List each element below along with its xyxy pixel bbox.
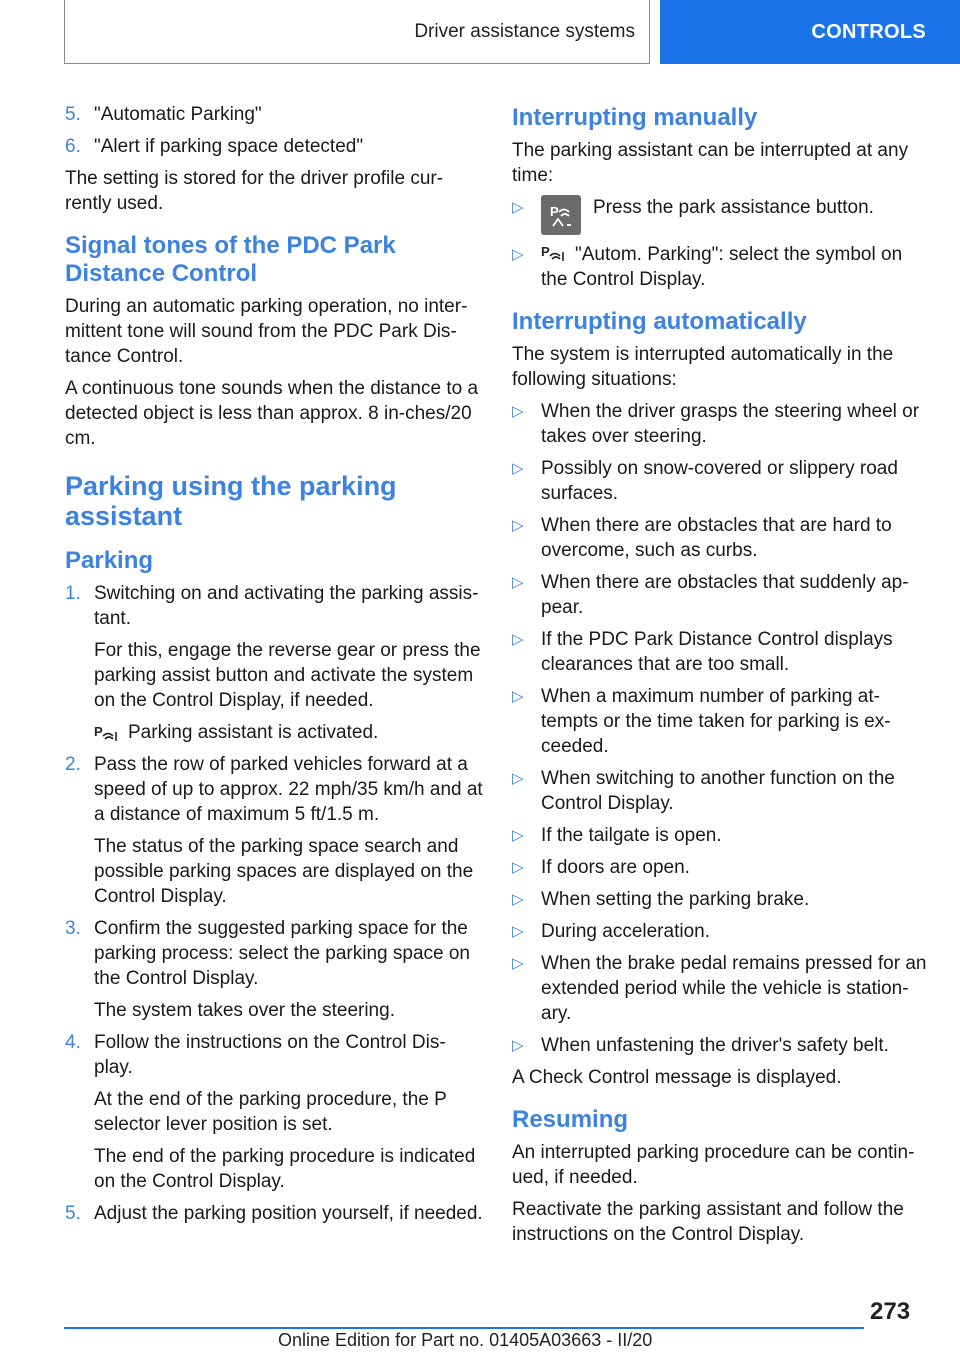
bullet-text: If the PDC Park Distance Control displays clearances that are too small. bbox=[541, 629, 893, 675]
header-section-label: Driver assistance systems bbox=[414, 20, 635, 42]
list-number: 5. bbox=[65, 104, 81, 125]
signal-paragraph-2: A continuous tone sounds when the distance to a detected object is less than approx. 8 in-ches/20 cm. bbox=[65, 378, 479, 449]
bullet-marker: ▷ bbox=[512, 631, 524, 648]
bullet-item bbox=[512, 766, 930, 816]
left-column bbox=[65, 102, 483, 1233]
step-number: 2. bbox=[65, 754, 81, 775]
svg-text:P: P bbox=[94, 723, 103, 739]
bullet-item bbox=[512, 684, 930, 759]
bullet-marker: ▷ bbox=[512, 517, 524, 534]
step-text: The system takes over the steering. bbox=[94, 1000, 395, 1021]
list-item bbox=[65, 102, 483, 127]
bullet-marker: ▷ bbox=[512, 246, 524, 263]
list-number: 6. bbox=[65, 136, 81, 157]
bullet-item bbox=[512, 570, 930, 620]
list-text: "Automatic Parking" bbox=[94, 104, 262, 125]
step-text: At the end of the parking procedure, the P selector lever position is set. bbox=[94, 1089, 447, 1135]
step-number: 3. bbox=[65, 918, 81, 939]
svg-text:P: P bbox=[541, 244, 550, 259]
list-item bbox=[65, 134, 483, 159]
parking-heading: Parking bbox=[65, 547, 154, 574]
bullet-item bbox=[512, 399, 930, 449]
step-item bbox=[65, 752, 483, 909]
bullet-item bbox=[512, 887, 930, 912]
step-text: Pass the row of parked vehicles forward at a speed of up to approx. 22 mph/35 km/h and at a distance of maximum 5 ft/1.5 m. bbox=[94, 754, 483, 825]
bullet-text: When the brake pedal remains pressed for an extended period while the vehicle is station-ary. bbox=[541, 953, 927, 1024]
interrupt-auto-heading: Interrupting automatically bbox=[512, 308, 807, 335]
bullet-item bbox=[512, 951, 930, 1026]
step-number: 4. bbox=[65, 1032, 81, 1053]
setting-note: The setting is stored for the driver profile cur-rently used. bbox=[65, 168, 444, 214]
interrupt-manual-heading: Interrupting manually bbox=[512, 104, 758, 131]
header-tab-controls[interactable] bbox=[660, 0, 960, 64]
bullet-marker: ▷ bbox=[512, 460, 524, 477]
step-text: Switching on and activating the parking assis-tant. bbox=[94, 583, 479, 629]
signal-tones-heading: Signal tones of the PDC Park Distance Control bbox=[65, 232, 396, 287]
bullet-marker: ▷ bbox=[512, 199, 524, 216]
bullet-text: When switching to another function on the Control Display. bbox=[541, 768, 895, 814]
bullet-marker: ▷ bbox=[512, 688, 524, 705]
parking-assistant-icon bbox=[541, 243, 567, 263]
step-text: The end of the parking procedure is indicated on the Control Display. bbox=[94, 1146, 476, 1192]
bullet-text: If doors are open. bbox=[541, 857, 690, 878]
step-text: Adjust the parking position yourself, if needed. bbox=[94, 1203, 483, 1224]
step-icon-line bbox=[94, 720, 483, 745]
list-text: "Alert if parking space detected" bbox=[94, 136, 364, 157]
bullet-text: When a maximum number of parking at-tempts or the time taken for parking is ex-ceeded. bbox=[541, 686, 891, 757]
bullet-marker: ▷ bbox=[512, 770, 524, 787]
bullet-text: When there are obstacles that are hard to overcome, such as curbs. bbox=[541, 515, 892, 561]
interrupt-manual-text: The parking assistant can be interrupted at any time: bbox=[512, 140, 909, 186]
page-number: 273 bbox=[870, 1298, 911, 1325]
step-item bbox=[65, 1030, 483, 1194]
svg-text:P: P bbox=[550, 204, 559, 219]
bullet-marker: ▷ bbox=[512, 891, 524, 908]
parking-assistant-heading: Parking using the parking assistant bbox=[65, 471, 397, 531]
step-item bbox=[65, 1201, 483, 1226]
bullet-item bbox=[512, 513, 930, 563]
step-item bbox=[65, 581, 483, 745]
bullet-marker: ▷ bbox=[512, 574, 524, 591]
step-item bbox=[65, 916, 483, 1023]
bullet-marker: ▷ bbox=[512, 403, 524, 420]
bullet-item bbox=[512, 855, 930, 880]
bullet-item bbox=[512, 1033, 930, 1058]
bullet-marker: ▷ bbox=[512, 923, 524, 940]
footer-divider bbox=[64, 1327, 864, 1329]
bullet-item bbox=[512, 919, 930, 944]
footer-edition: Online Edition for Part no. 01405A03663 - II/20 bbox=[278, 1330, 653, 1350]
step-text: Follow the instructions on the Control Dis-play. bbox=[94, 1032, 446, 1078]
check-control-text: A Check Control message is displayed. bbox=[512, 1067, 842, 1088]
bullet-marker: ▷ bbox=[512, 955, 524, 972]
step-text: The status of the parking space search and possible parking spaces are displayed on the Control Display. bbox=[94, 836, 474, 907]
bullet-marker: ▷ bbox=[512, 859, 524, 876]
bullet-item bbox=[512, 823, 930, 848]
resuming-paragraph-1: An interrupted parking procedure can be contin-ued, if needed. bbox=[512, 1142, 915, 1188]
bullet-text: If the tailgate is open. bbox=[541, 825, 722, 846]
bullet-text: When setting the parking brake. bbox=[541, 889, 810, 910]
step-text: Confirm the suggested parking space for the parking process: select the parking space on the Control Display. bbox=[94, 918, 470, 989]
bullet-item bbox=[512, 195, 930, 235]
header-section-title bbox=[64, 0, 650, 64]
bullet-text: Possibly on snow-covered or slippery road surfaces. bbox=[541, 458, 898, 504]
bullet-item bbox=[512, 242, 930, 292]
bullet-marker: ▷ bbox=[512, 1037, 524, 1054]
step-number: 1. bbox=[65, 583, 81, 604]
bullet-item bbox=[512, 627, 930, 677]
interrupt-auto-text: The system is interrupted automatically in the following situations: bbox=[512, 344, 894, 390]
resuming-paragraph-2: Reactivate the parking assistant and follow the instructions on the Control Display. bbox=[512, 1199, 904, 1245]
header-tab-label: CONTROLS bbox=[811, 20, 926, 43]
right-column bbox=[512, 102, 930, 1254]
step-text: For this, engage the reverse gear or press the parking assist button and activate the system on the Control Display, if needed. bbox=[94, 640, 481, 711]
bullet-marker: ▷ bbox=[512, 827, 524, 844]
bullet-text: When there are obstacles that suddenly ap-pear. bbox=[541, 572, 909, 618]
bullet-text: Press the park assistance button. bbox=[593, 197, 874, 218]
bullet-item bbox=[512, 456, 930, 506]
bullet-text: During acceleration. bbox=[541, 921, 710, 942]
resuming-heading: Resuming bbox=[512, 1106, 629, 1133]
park-assistance-button-icon bbox=[541, 195, 581, 235]
step-icon-text: Parking assistant is activated. bbox=[128, 722, 379, 743]
signal-paragraph-1: During an automatic parking operation, no inter-mittent tone will sound from the PDC Park Dis-tance Control. bbox=[65, 296, 468, 367]
step-number: 5. bbox=[65, 1203, 81, 1224]
bullet-text: When the driver grasps the steering wheel or takes over steering. bbox=[541, 401, 920, 447]
bullet-text: "Autom. Parking": select the symbol on the Control Display. bbox=[541, 244, 903, 290]
parking-assistant-icon bbox=[94, 723, 120, 743]
bullet-text: When unfastening the driver's safety belt. bbox=[541, 1035, 889, 1056]
